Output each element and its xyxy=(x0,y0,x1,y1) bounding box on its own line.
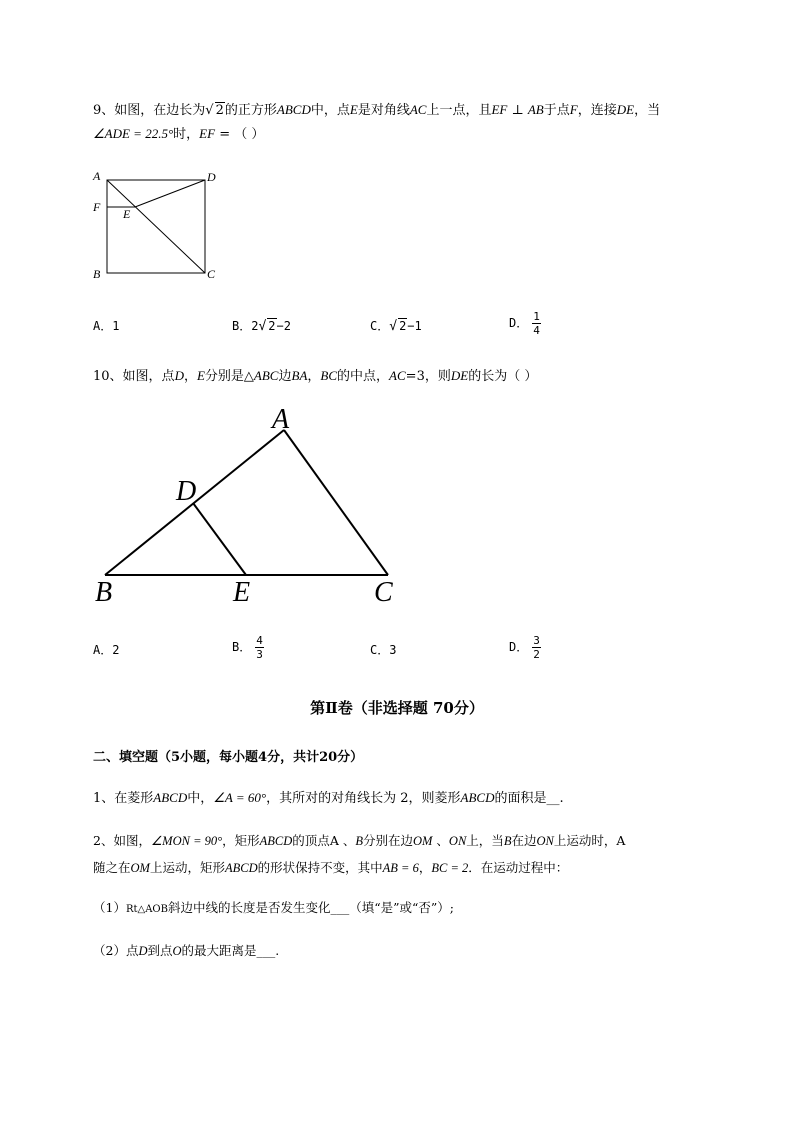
q9-option-b[interactable]: B．2√ 2−2 xyxy=(232,319,291,334)
q10-option-c[interactable]: C．3 xyxy=(370,643,397,657)
label-A: A xyxy=(272,404,290,435)
fill-question-2-sub2: （2）点D到点O的最大距离是___. xyxy=(93,943,280,958)
sqrt-symbol: √ xyxy=(205,103,214,118)
label-E: E xyxy=(233,577,251,608)
label-B: B xyxy=(95,577,113,608)
label-E: E xyxy=(123,207,131,221)
q10-triangle-figure xyxy=(90,398,410,608)
q10-option-a[interactable]: A．2 xyxy=(93,643,120,657)
label-D: D xyxy=(207,170,216,184)
label-C: C xyxy=(374,577,393,608)
label-C: C xyxy=(207,267,216,281)
section-title: 第Ⅱ卷（非选择题 70分） xyxy=(310,699,484,717)
label-B: B xyxy=(93,267,101,281)
q9-line2: ∠ADE = 22.5°时，EF = （ ） xyxy=(93,126,265,142)
q9-line1: 9、如图，在边长为√ 2的正方形ABCD中，点E是对角线AC上一点，且EF ⊥ AB于点F，连接DE，当 xyxy=(93,102,661,118)
q10-option-b[interactable]: B． $\frac{4}{3}$ xyxy=(232,634,263,661)
label-F: F xyxy=(93,200,101,214)
fill-question-1: 1、在菱形ABCD中，∠A = 60°，其所对的对角线长为 2，则菱形ABCD的面积是__. xyxy=(93,790,564,806)
q10-number: 10、 xyxy=(93,369,123,384)
q9-square-figure xyxy=(85,165,225,285)
q10-option-d[interactable]: D． $\frac{3}{2}$ xyxy=(509,634,540,661)
q9-number: 9、 xyxy=(93,103,115,118)
q10-line1: 10、如图，点D，E分别是△ABC边BA，BC的中点，AC=3，则DE的长为（ ） xyxy=(93,368,538,384)
q9-option-d[interactable]: D． $\frac{1}{4}$ xyxy=(509,310,540,337)
label-D: D xyxy=(176,476,197,507)
q9-option-a[interactable]: A．1 xyxy=(93,319,120,333)
fill-question-2-line2: 随之在OM上运动，矩形ABCD的形状保持不变，其中AB = 6，BC = 2．在运动过程中： xyxy=(93,860,569,875)
fill-question-2-line1: 2、如图，∠MON = 90°，矩形ABCD的顶点A 、B分别在边OM 、ON上，当B在边ON上运动时，A xyxy=(93,833,626,848)
q9-option-c[interactable]: C．√ 2−1 xyxy=(370,319,422,334)
part2-heading: 二、填空题（5小题，每小题4分，共计20分） xyxy=(93,750,364,765)
label-A: A xyxy=(93,169,101,183)
fill-question-2-sub1: （1）Rt△AOB斜边中线的长度是否发生变化___（填“是”或“否”）; xyxy=(93,900,454,915)
